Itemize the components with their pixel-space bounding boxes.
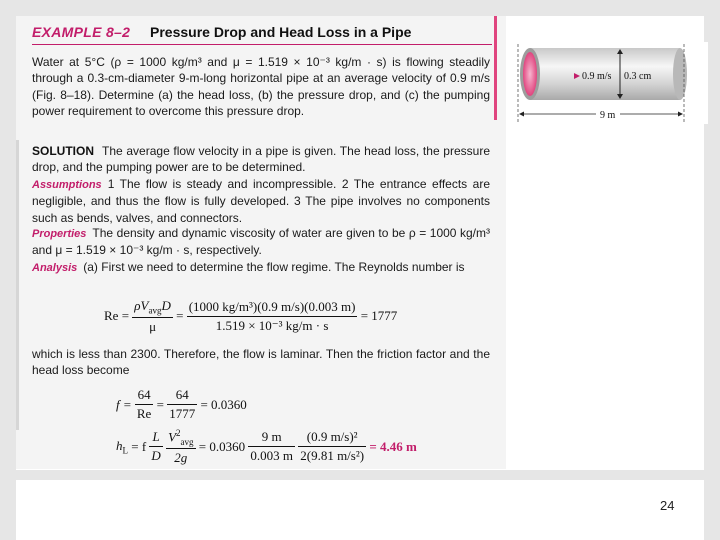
length-arrow-right xyxy=(678,112,683,117)
assumptions-paragraph xyxy=(32,176,490,226)
friction-frac1-num: 64 xyxy=(135,387,153,405)
bottom-margin-strip xyxy=(0,470,720,480)
friction-lhs: f = xyxy=(116,396,132,412)
length-label: 9 m xyxy=(600,110,616,121)
middle-paragraph: which is less than 2300. Therefore, the flow is laminar. Then the friction factor and the head loss become xyxy=(32,347,490,378)
headloss-frac1-num: L xyxy=(149,429,162,447)
diameter-label: 0.3 cm xyxy=(624,71,652,82)
top-margin-strip xyxy=(0,0,720,16)
headloss-frac1-den: D xyxy=(151,448,161,464)
properties-paragraph xyxy=(32,225,490,259)
headloss-frac2-num: $V^2_{avg}$ xyxy=(168,428,194,447)
headloss-mid: = 0.0360 xyxy=(198,438,246,454)
friction-frac1-den: Re xyxy=(136,406,152,421)
title-underline xyxy=(32,44,492,45)
headloss-frac3-num: 9 m xyxy=(248,429,295,447)
margin-rule xyxy=(16,140,19,430)
reynolds-frac1-sub: avg xyxy=(148,305,162,316)
analysis-text: (a) First we need to determine the flow regime. The Reynolds number is xyxy=(83,260,465,274)
analysis-paragraph xyxy=(32,259,490,276)
reynolds-frac1-num: ρV xyxy=(134,298,149,313)
reynolds-numeric-fraction xyxy=(187,299,358,334)
friction-result: = 0.0360 xyxy=(200,396,247,412)
velocity-label: 0.9 m/s xyxy=(582,71,612,82)
reynolds-frac2-den: 1.519 × 10⁻³ kg/m · s xyxy=(215,317,329,333)
friction-frac2-den: 1777 xyxy=(169,406,196,421)
headloss-eq-f: = f xyxy=(131,438,147,454)
headloss-frac4 xyxy=(298,429,366,464)
properties-label: Properties xyxy=(32,228,87,240)
reynolds-symbolic-fraction xyxy=(132,298,173,335)
reynolds-result: = 1777 xyxy=(360,308,398,324)
solution-paragraph xyxy=(32,143,490,176)
headloss-frac4-den: 2(9.81 m/s²) xyxy=(300,448,365,464)
headloss-frac4-num: (0.9 m/s)² xyxy=(298,429,366,447)
reynolds-eq-sign: = xyxy=(176,308,184,324)
reynolds-lhs: Re = xyxy=(104,308,130,324)
pipe-opening xyxy=(523,52,537,96)
headloss-frac1 xyxy=(149,429,162,464)
solution-label: SOLUTION xyxy=(32,144,94,158)
example-title: Pressure Drop and Head Loss in a Pipe xyxy=(150,24,412,40)
example-label: EXAMPLE 8–2 xyxy=(32,24,131,40)
headloss-frac3-den: 0.003 m xyxy=(250,448,293,464)
pipe-figure xyxy=(512,42,708,124)
accent-rule xyxy=(494,16,497,120)
headloss-lhs: $h_L$ xyxy=(116,438,128,456)
properties-text: The density and dynamic viscosity of water are given to be ρ = 1000 kg/m³ and μ = 1.519 × 10⁻³ kg/m · s, respectively. xyxy=(32,226,490,258)
analysis-label: Analysis xyxy=(32,262,78,274)
assumptions-text: 1 The flow is steady and incompressible. 2 The entrance effects are negligible, and thus the flow is fully developed. 3 The pipe involves no components such as bends, valves, and connectors. xyxy=(32,177,490,225)
pipe-far-end xyxy=(673,48,687,100)
friction-frac1 xyxy=(135,387,153,422)
slide-number: 24 xyxy=(660,498,675,513)
problem-statement: Water at 5°C (ρ = 1000 kg/m³ and μ = 1.519 × 10⁻³ kg/m · s) is flowing steadily through a 0.3-cm-diameter 9-m-long horizontal pipe at an average velocity of 0.9 m/s (Fig. 8–18). Determine (a) the head loss, (b) the pressure drop, and (c) the pumping power requirement to overcome this pressure drop. xyxy=(32,55,490,119)
solution-text: The average flow velocity in a pipe is given. The head loss, the pressure drop, and the pumping power are to be determined. xyxy=(32,144,490,175)
head-loss-equation xyxy=(116,428,417,466)
reynolds-frac1-den: μ xyxy=(149,318,157,334)
headloss-frac2-den: 2g xyxy=(174,449,188,465)
friction-eq-sign: = xyxy=(156,396,164,412)
left-margin-strip xyxy=(0,0,16,540)
friction-frac2 xyxy=(167,387,197,422)
assumptions-label: Assumptions xyxy=(32,179,102,191)
reynolds-equation xyxy=(104,298,397,335)
length-arrow-left xyxy=(519,112,524,117)
headloss-result: = 4.46 m xyxy=(369,438,417,454)
headloss-frac2 xyxy=(166,428,195,466)
reynolds-frac2-num: (1000 kg/m³)(0.9 m/s)(0.003 m) xyxy=(187,299,358,317)
friction-frac2-num: 64 xyxy=(167,387,197,405)
headloss-frac3 xyxy=(248,429,295,464)
reynolds-frac1-tail: D xyxy=(161,298,171,313)
friction-factor-equation xyxy=(116,387,247,422)
